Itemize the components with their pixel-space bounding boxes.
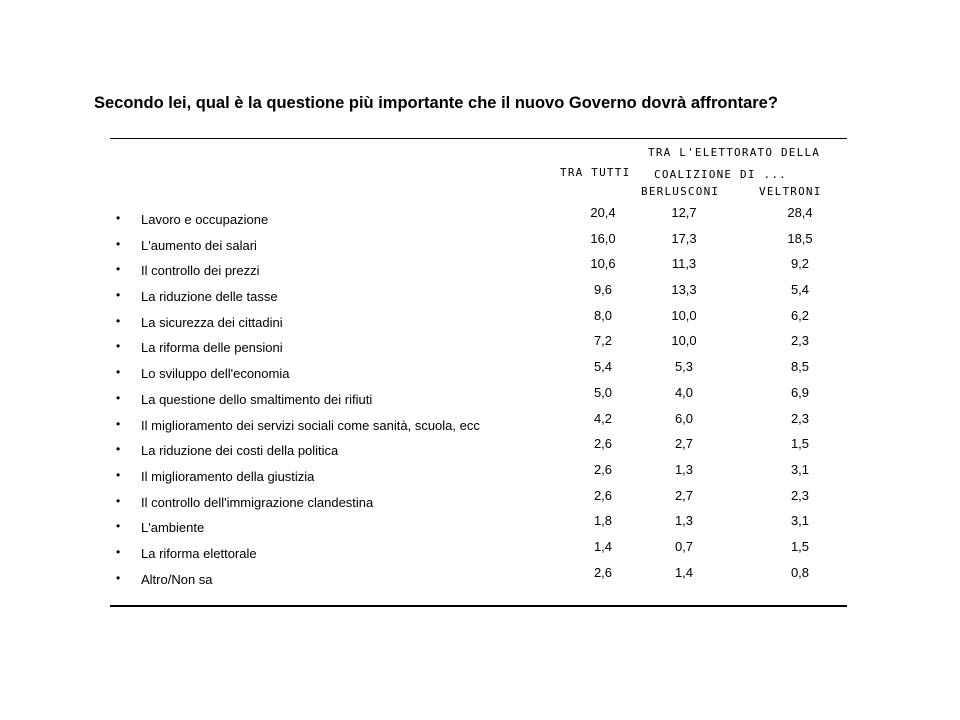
bullet-icon: • [116, 519, 121, 534]
value-berlusconi: 17,3 [671, 230, 697, 246]
value-veltroni: 3,1 [790, 461, 810, 477]
row-label: La riduzione delle tasse [141, 289, 278, 305]
bullet-icon: • [116, 390, 121, 405]
header-group-line-2: COALIZIONE DI ... [654, 168, 787, 181]
row-label: La sicurezza dei cittadini [141, 314, 283, 330]
value-veltroni: 5,4 [790, 282, 810, 298]
row-label: L'ambiente [141, 520, 205, 536]
row-label: La questione dello smaltimento dei rifiuti [141, 391, 373, 407]
value-berlusconi: 2,7 [674, 436, 694, 452]
value-tutti: 2,6 [593, 461, 613, 477]
row-label: Lo sviluppo dell'economia [141, 366, 290, 382]
table-top-rule [110, 138, 847, 139]
header-veltroni: VELTRONI [759, 185, 822, 198]
value-berlusconi: 11,3 [671, 256, 697, 272]
value-berlusconi: 1,3 [674, 513, 694, 529]
value-berlusconi: 0,7 [674, 538, 694, 554]
value-veltroni: 1,5 [790, 538, 810, 554]
value-tutti: 2,6 [593, 436, 613, 452]
bullet-icon: • [116, 236, 121, 251]
value-veltroni: 18,5 [787, 230, 813, 246]
value-berlusconi: 1,3 [674, 461, 694, 477]
row-label: La riforma delle pensioni [141, 340, 283, 356]
table-row [110, 254, 847, 280]
table-row [110, 306, 847, 332]
value-veltroni: 8,5 [790, 359, 810, 375]
bullet-icon: • [116, 262, 121, 277]
table-row [110, 511, 847, 537]
bullet-icon: • [116, 416, 121, 431]
bullet-icon: • [116, 211, 121, 225]
row-label: L'aumento dei salari [141, 237, 257, 253]
table-bottom-rule [110, 605, 847, 607]
value-berlusconi: 10,0 [671, 307, 697, 323]
value-veltroni: 2,3 [790, 333, 810, 349]
value-veltroni: 1,5 [790, 436, 810, 452]
value-veltroni: 6,2 [790, 307, 810, 323]
value-berlusconi: 1,4 [674, 564, 694, 580]
row-label: La riforma elettorale [141, 545, 257, 561]
value-berlusconi: 10,0 [671, 333, 697, 349]
table-row [110, 486, 847, 512]
header-berlusconi: BERLUSCONI [641, 185, 720, 198]
table-row [110, 460, 847, 486]
table-row [110, 409, 847, 435]
value-tutti: 1,4 [593, 538, 613, 554]
value-tutti: 9,6 [593, 282, 613, 298]
table-row [110, 434, 847, 460]
page-title: Secondo lei, qual è la questione più importante che il nuovo Governo dovrà affrontare? [94, 94, 778, 112]
bullet-icon: • [116, 570, 121, 585]
table-row [110, 537, 847, 563]
value-tutti: 8,0 [593, 307, 613, 323]
bullet-icon: • [116, 493, 121, 508]
table-row [110, 203, 847, 229]
bullet-icon: • [116, 365, 121, 380]
bullet-icon: • [116, 339, 121, 354]
header-total: TRA TUTTI [560, 166, 631, 179]
bullet-icon: • [116, 288, 121, 303]
table-row [110, 229, 847, 255]
value-tutti: 10,6 [590, 256, 616, 272]
row-label: Altro/Non sa [141, 571, 213, 587]
value-tutti: 4,2 [593, 410, 613, 426]
table-row [110, 563, 847, 589]
value-tutti: 2,6 [593, 564, 613, 580]
table-row [110, 331, 847, 357]
row-label: Il controllo dell'immigrazione clandestina [141, 494, 374, 510]
table-body [110, 203, 847, 588]
value-tutti: 5,0 [593, 384, 613, 400]
value-tutti: 7,2 [593, 333, 613, 349]
header-group-line-1: TRA L'ELETTORATO DELLA [648, 146, 821, 159]
value-veltroni: 2,3 [790, 410, 810, 426]
value-tutti: 1,8 [593, 513, 613, 529]
bullet-icon: • [116, 313, 121, 328]
table-row [110, 383, 847, 409]
value-berlusconi: 4,0 [674, 384, 694, 400]
value-veltroni: 3,1 [790, 513, 810, 529]
value-veltroni: 2,3 [790, 487, 810, 503]
value-berlusconi: 5,3 [674, 359, 694, 375]
row-label: Il miglioramento della giustizia [141, 468, 315, 484]
value-berlusconi: 2,7 [674, 487, 694, 503]
row-label: Il miglioramento dei servizi sociali come sanità, scuola, ecc [141, 417, 480, 433]
table-row [110, 357, 847, 383]
bullet-icon: • [116, 544, 121, 559]
row-label: Il controllo dei prezzi [141, 263, 260, 279]
bullet-icon: • [116, 442, 121, 457]
value-berlusconi: 6,0 [674, 410, 694, 426]
value-tutti: 20,4 [590, 205, 616, 220]
row-label: Lavoro e occupazione [141, 212, 269, 227]
value-berlusconi: 13,3 [671, 282, 697, 298]
value-tutti: 5,4 [593, 359, 613, 375]
value-berlusconi: 12,7 [671, 205, 697, 220]
bullet-icon: • [116, 467, 121, 482]
header-group-coalition [648, 146, 838, 182]
value-tutti: 2,6 [593, 487, 613, 503]
row-label: La riduzione dei costi della politica [141, 443, 339, 459]
value-veltroni: 28,4 [787, 205, 813, 220]
value-veltroni: 0,8 [790, 564, 810, 580]
value-tutti: 16,0 [590, 230, 616, 246]
value-veltroni: 9,2 [790, 256, 810, 272]
table-row [110, 280, 847, 306]
value-veltroni: 6,9 [790, 384, 810, 400]
